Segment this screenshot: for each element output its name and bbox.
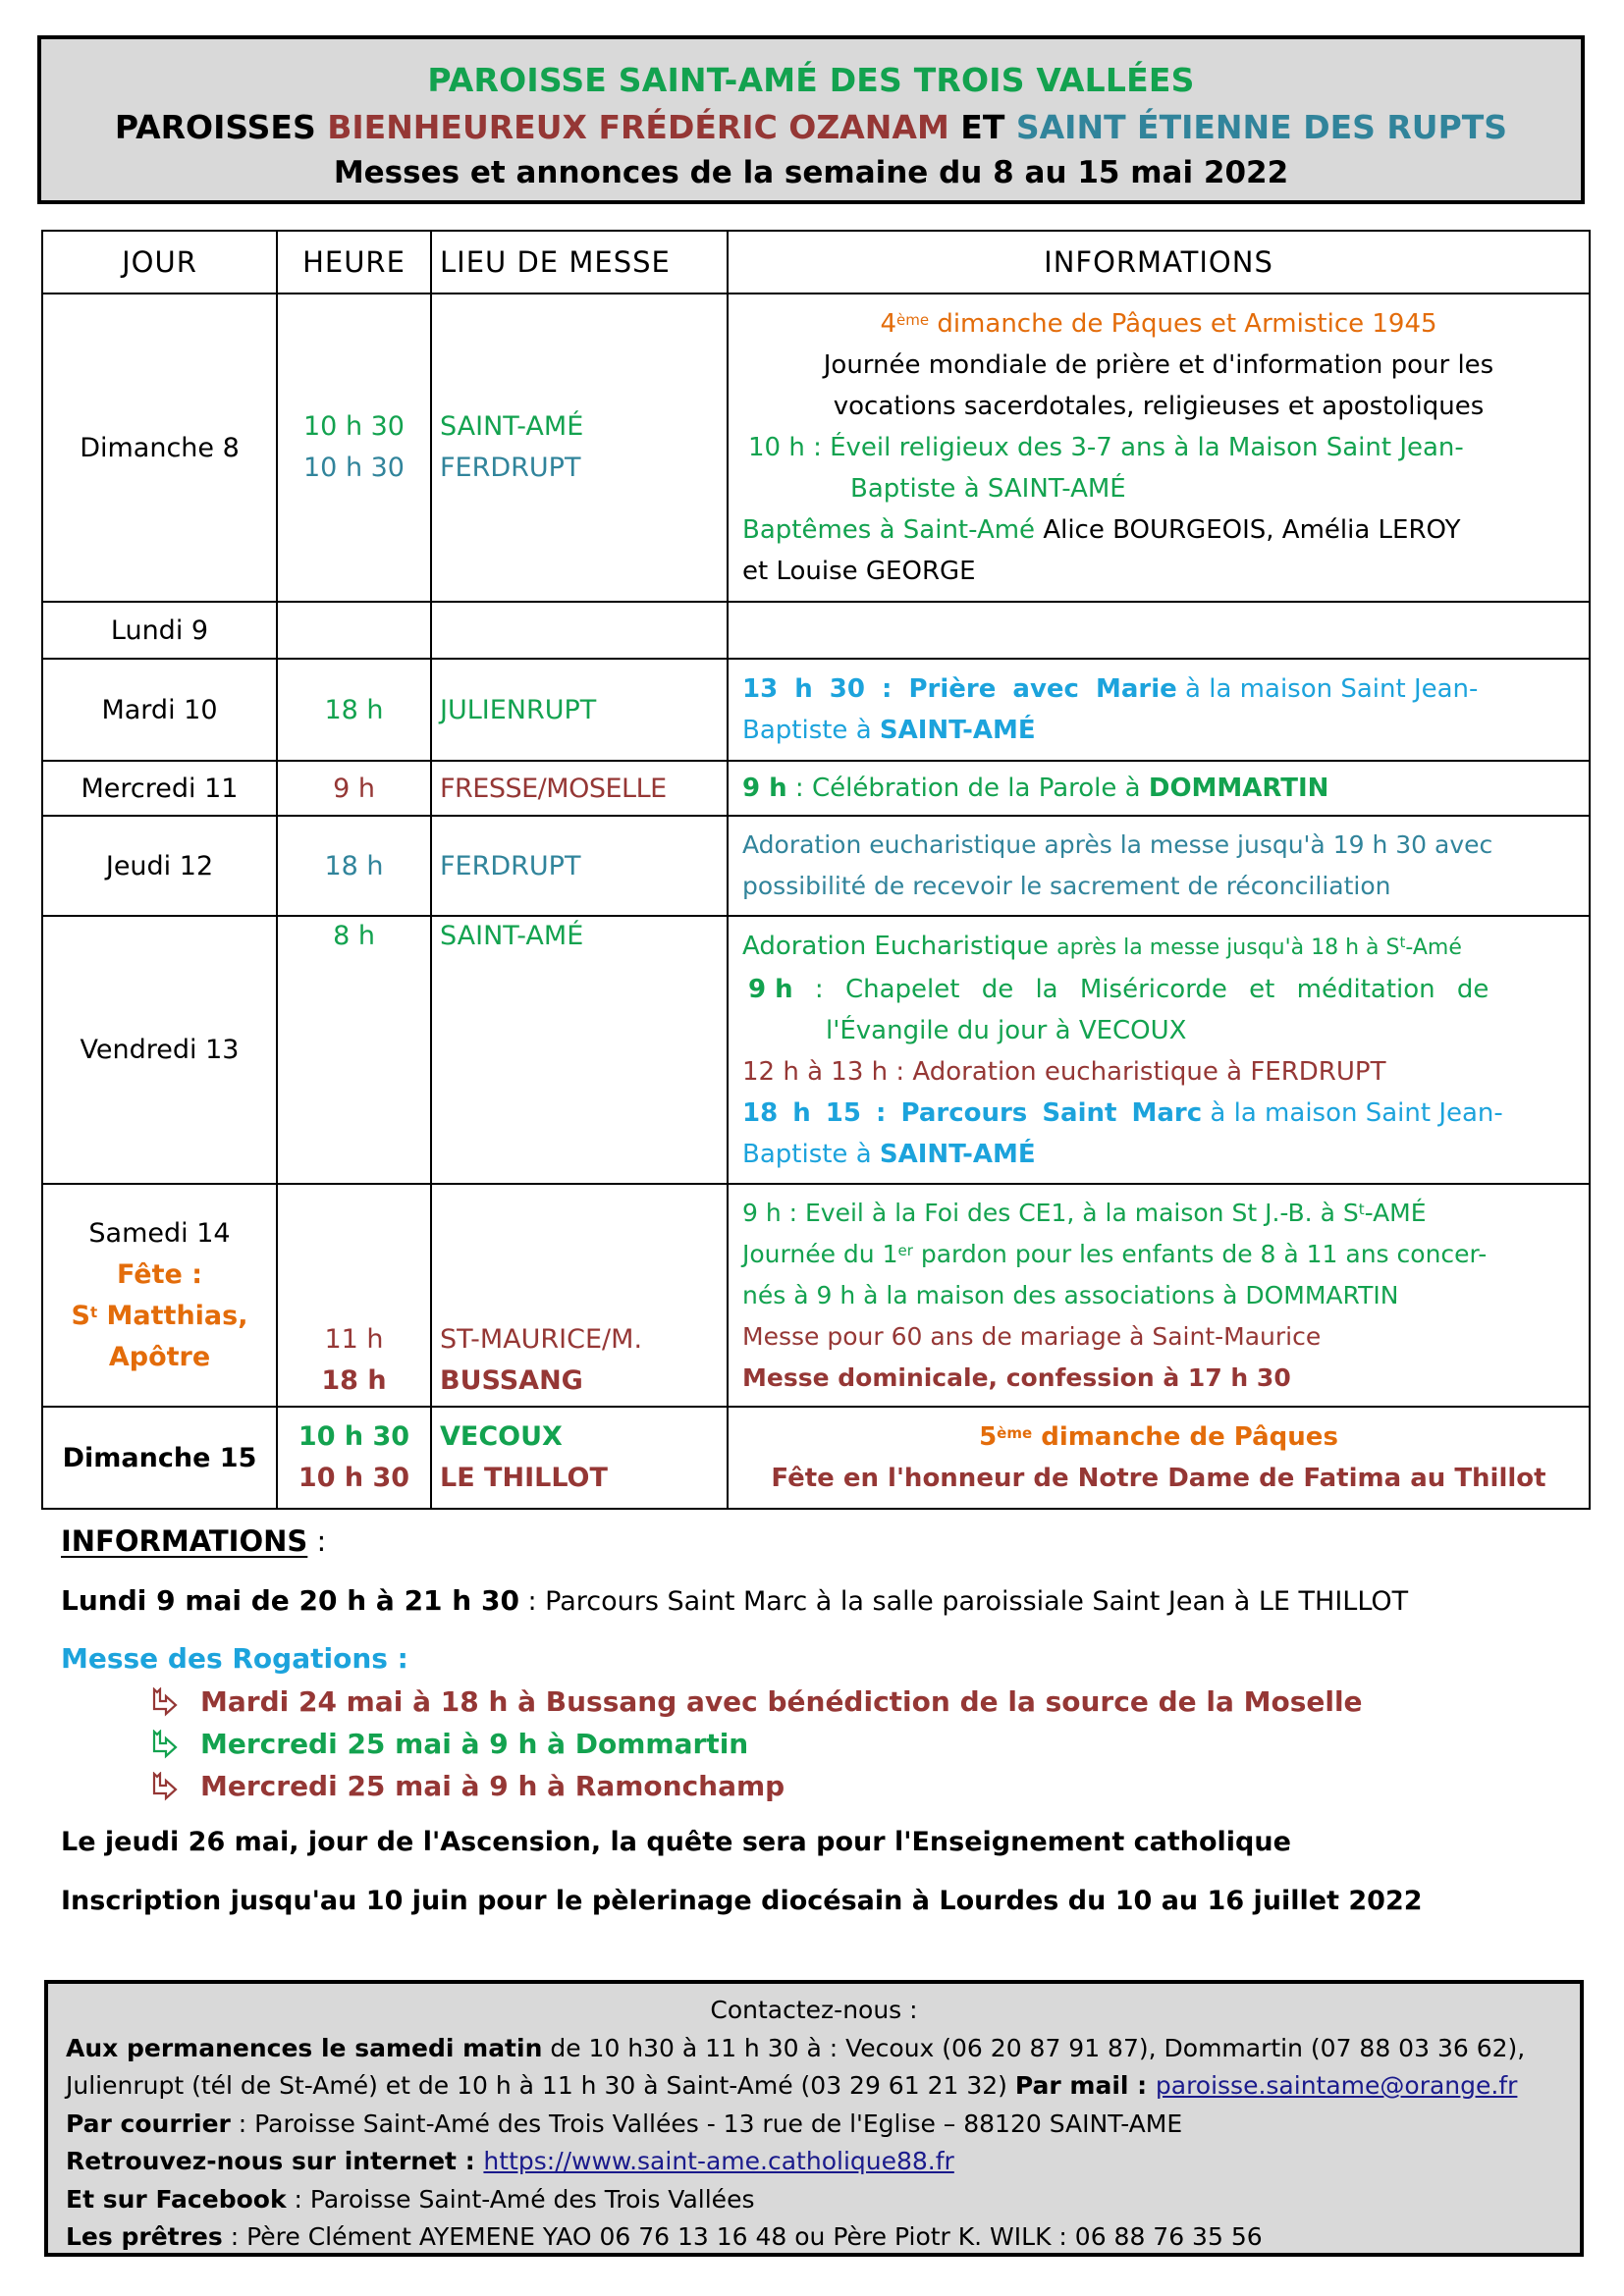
rogations-title: Messe des Rogations : [61, 1642, 408, 1675]
info-line: possibilité de recevoir le sacrement de réconciliation [742, 872, 1391, 900]
info-ascension: Le jeudi 26 mai, jour de l'Ascension, la quête sera pour l'Enseignement catholique [61, 1827, 1291, 1857]
place: BUSSANG [440, 1365, 583, 1396]
place-cell [431, 1407, 728, 1509]
rogation-item [61, 1765, 1573, 1807]
time-cell: 18 h [277, 659, 431, 761]
feast-label: Fête : [116, 1258, 203, 1290]
table-row [42, 602, 1590, 659]
time: 18 h [321, 1365, 387, 1396]
info-line: Journée mondiale de prière et d'information pour les [823, 350, 1494, 380]
contact-title: Contactez-nous : [710, 1996, 918, 2024]
info-cell [728, 916, 1590, 1184]
feast-saint: $S^t$ Matthias, [71, 1300, 248, 1331]
day-cell: Vendredi 13 [42, 916, 277, 1184]
info-line: Journée du 1er pardon pour les enfants de 8 à 11 ans concer- [742, 1239, 1488, 1268]
mass-schedule-table [41, 230, 1591, 1510]
place: FERDRUPT [440, 453, 581, 483]
rogation-text: Mercredi 25 mai à 9 h à Dommartin [200, 1728, 749, 1760]
contact-box [44, 1980, 1584, 2257]
arrow-bullet-icon [151, 1687, 179, 1717]
arrow-bullet-icon [151, 1730, 179, 1759]
rogation-item [61, 1681, 1573, 1723]
time-cell: 8 h [277, 916, 431, 1184]
sunday-title: 5ème dimanche de Pâques [979, 1422, 1338, 1452]
place-cell: FERDRUPT [431, 816, 728, 916]
place: ST-MAURICE/M. [440, 1324, 643, 1355]
place-cell [431, 1184, 728, 1407]
time: 10 h 30 [298, 1463, 410, 1493]
info-cell [728, 294, 1590, 602]
info-line: Fête en l'honneur de Notre Dame de Fatima au Thillot [771, 1464, 1546, 1493]
contact-internet: Retrouvez-nous sur internet : https://www.saint-ame.catholique88.fr [66, 2147, 954, 2175]
place: LE THILLOT [440, 1463, 608, 1493]
table-header-row [42, 231, 1590, 294]
info-cell [728, 602, 1590, 659]
subtitle-part: ET [960, 108, 1005, 146]
informations-title: INFORMATIONS : [61, 1524, 327, 1558]
contact-permanences: Aux permanences le samedi matin de 10 h30 à 11 h 30 à : Vecoux (06 20 87 91 87), Dommartin (07 88 03 36 62), [66, 2033, 1526, 2062]
info-line: vocations sacerdotales, religieuses et apostoliques [833, 392, 1485, 421]
day-cell: Dimanche 15 [42, 1407, 277, 1509]
table-row [42, 816, 1590, 916]
info-lourdes: Inscription jusqu'au 10 juin pour le pèlerinage diocésain à Lourdes du 10 au 16 juillet 2022 [61, 1886, 1423, 1916]
info-line: et Louise GEORGE [742, 557, 976, 586]
day-cell: Mercredi 11 [42, 761, 277, 816]
info-line: Adoration eucharistique après la messe jusqu'à 19 h 30 avec [742, 830, 1493, 859]
rogations-list [61, 1681, 1573, 1807]
info-line: 10 h : Éveil religieux des 3-7 ans à la Maison Saint Jean- [748, 433, 1464, 462]
website-link[interactable]: https://www.saint-ame.catholique88.fr [483, 2147, 954, 2175]
info-line: Messe dominicale, confession à 17 h 30 [742, 1362, 1291, 1392]
contact-permanences-2: Julienrupt (tél de St-Amé) et de 10 h à 11 h 30 à Saint-Amé (03 29 61 21 32) Par mail : paroisse.saintame@orange.fr [66, 2071, 1518, 2100]
contact-facebook: Et sur Facebook : Paroisse Saint-Amé des Trois Vallées [66, 2184, 755, 2214]
info-line: l'Évangile du jour à VECOUX [826, 1015, 1187, 1045]
place-cell [431, 602, 728, 659]
info-line: Baptiste à SAINT-AMÉ [742, 1139, 1036, 1169]
day-cell: Dimanche 8 [42, 294, 277, 602]
informations-section [61, 1517, 1573, 1923]
column-header-lieu: LIEU DE MESSE [431, 231, 728, 294]
info-cell [728, 816, 1590, 916]
info-line: Baptiste à SAINT-AMÉ [850, 474, 1126, 504]
contact-courrier: Par courrier : Paroisse Saint-Amé des Trois Vallées - 13 rue de l'Eglise – 88120 SAINT-AME [66, 2109, 1183, 2138]
table-row [42, 761, 1590, 816]
place-cell: FRESSE/MOSELLE [431, 761, 728, 816]
parish-saint-etienne: SAINT ÉTIENNE DES RUPTS [1015, 108, 1508, 146]
place-cell: JULIENRUPT [431, 659, 728, 761]
place-cell [431, 294, 728, 602]
parishes-subtitle [41, 108, 1581, 146]
time: 11 h [324, 1324, 384, 1355]
email-link[interactable]: paroisse.saintame@orange.fr [1155, 2071, 1518, 2100]
info-line: Baptiste à SAINT-AMÉ [742, 716, 1036, 745]
table-row [42, 1407, 1590, 1509]
time-cell [277, 1184, 431, 1407]
info-line: 12 h à 13 h : Adoration eucharistique à FERDRUPT [742, 1056, 1386, 1087]
time-cell [277, 294, 431, 602]
rogation-item [61, 1723, 1573, 1765]
info-cell: 9 h : Célébration de la Parole à DOMMARTIN [728, 761, 1590, 816]
info-line: Messe pour 60 ans de mariage à Saint-Maurice [742, 1321, 1322, 1351]
time-cell: 9 h [277, 761, 431, 816]
contact-pretres: Les prêtres : Père Clément AYEMENE YAO 06 76 13 16 48 ou Père Piotr K. WILK : 06 88 76 35 56 [66, 2222, 1263, 2251]
info-cell [728, 659, 1590, 761]
rogation-text: Mercredi 25 mai à 9 h à Ramonchamp [200, 1770, 785, 1802]
info-cell [728, 1184, 1590, 1407]
time-cell: 18 h [277, 816, 431, 916]
time: 10 h 30 [303, 411, 405, 442]
parish-ozanam: BIENHEUREUX FRÉDÉRIC OZANAM [327, 108, 949, 146]
day-label: Samedi 14 [88, 1217, 231, 1249]
table-row [42, 1184, 1590, 1407]
place: SAINT-AMÉ [440, 411, 584, 442]
subtitle-part: PAROISSES [114, 108, 316, 146]
info-cell [728, 1407, 1590, 1509]
info-line: nés à 9 h à la maison des associations à DOMMARTIN [742, 1280, 1399, 1309]
day-cell: Lundi 9 [42, 602, 277, 659]
column-header-informations: INFORMATIONS [728, 231, 1590, 294]
header-box [37, 35, 1585, 204]
info-line: 9 h : Chapelet de la Miséricorde et méditation de [748, 974, 1489, 1004]
baptisms-line: Baptêmes à Saint-Amé Alice BOURGEOIS, Amélia LEROY [742, 515, 1461, 545]
day-cell: Jeudi 12 [42, 816, 277, 916]
info-lundi: Lundi 9 mai de 20 h à 21 h 30 : Parcours Saint Marc à la salle paroissiale Saint Jean à LE THILLOT [61, 1584, 1409, 1617]
parish-title: PAROISSE SAINT-AMÉ DES TROIS VALLÉES [427, 61, 1195, 99]
info-line: 13 h 30 : Prière avec Marie à la maison Saint Jean- [742, 674, 1479, 704]
time: 10 h 30 [298, 1421, 410, 1452]
column-header-heure: HEURE [277, 231, 431, 294]
time-cell [277, 602, 431, 659]
table-row [42, 659, 1590, 761]
time-cell [277, 1407, 431, 1509]
info-line: 18 h 15 : Parcours Saint Marc à la maison Saint Jean- [742, 1097, 1503, 1128]
day-cell: Mardi 10 [42, 659, 277, 761]
column-header-jour: JOUR [42, 231, 277, 294]
place: VECOUX [440, 1421, 563, 1452]
arrow-bullet-icon [151, 1772, 179, 1801]
place-cell: SAINT-AMÉ [431, 916, 728, 1184]
time: 10 h 30 [303, 453, 405, 483]
rogation-text: Mardi 24 mai à 18 h à Bussang avec bénédiction de la source de la Moselle [200, 1685, 1363, 1718]
day-cell [42, 1184, 277, 1407]
table-row [42, 916, 1590, 1184]
sunday-title: 4ème dimanche de Pâques et Armistice 1945 [880, 309, 1437, 339]
info-line: Adoration Eucharistique après la messe jusqu'à 18 h à $S^t$-Amé [742, 931, 1462, 961]
table-row [42, 294, 1590, 602]
feast-title: Apôtre [108, 1341, 211, 1372]
info-line: 9 h : Eveil à la Foi des CE1, à la maison St J.-B. à $S^t$-AMÉ [742, 1198, 1427, 1227]
week-title: Messes et annonces de la semaine du 8 au 15 mai 2022 [333, 155, 1289, 190]
